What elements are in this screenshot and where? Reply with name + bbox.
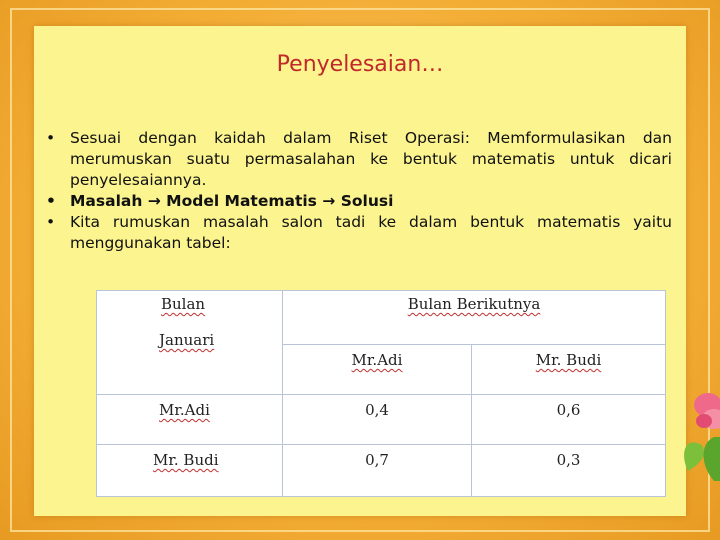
header-bulan-berikutnya: Bulan Berikutnya	[407, 295, 541, 313]
value-cell: 0,6	[472, 395, 666, 445]
slide-title: Penyelesaian…	[276, 52, 444, 77]
table-row	[97, 445, 666, 497]
bullet-item: • Masalah → Model Matematis → Solusi	[44, 191, 672, 212]
bullet-item: • Sesuai dengan kaidah dalam Riset Operasi: Memformulasikan dan merumuskan suatu permasalahan ke bentuk matematis untuk dicari penyelesaiannya.	[44, 128, 672, 191]
value-cell: 0,7	[283, 445, 472, 497]
table-row	[97, 395, 666, 445]
row-label-cell: Mr. Budi	[97, 445, 283, 497]
col-header-cell: Mr. Budi	[472, 345, 666, 395]
transition-table	[96, 290, 666, 497]
row-label-cell: Mr.Adi	[97, 395, 283, 445]
bullet-list	[44, 128, 672, 254]
header-januari: Januari	[159, 331, 215, 349]
table-group-header	[283, 291, 666, 345]
value-cell: 0,3	[472, 445, 666, 497]
bullet-item: • Kita rumuskan masalah salon tadi ke dalam bentuk matematis yaitu menggunakan tabel:	[44, 212, 672, 254]
value-cell: 0,4	[283, 395, 472, 445]
flower-decoration-icon	[674, 385, 720, 485]
col-header-cell: Mr.Adi	[283, 345, 472, 395]
header-bulan: Bulan	[161, 295, 206, 313]
table-corner-cell	[97, 291, 283, 395]
